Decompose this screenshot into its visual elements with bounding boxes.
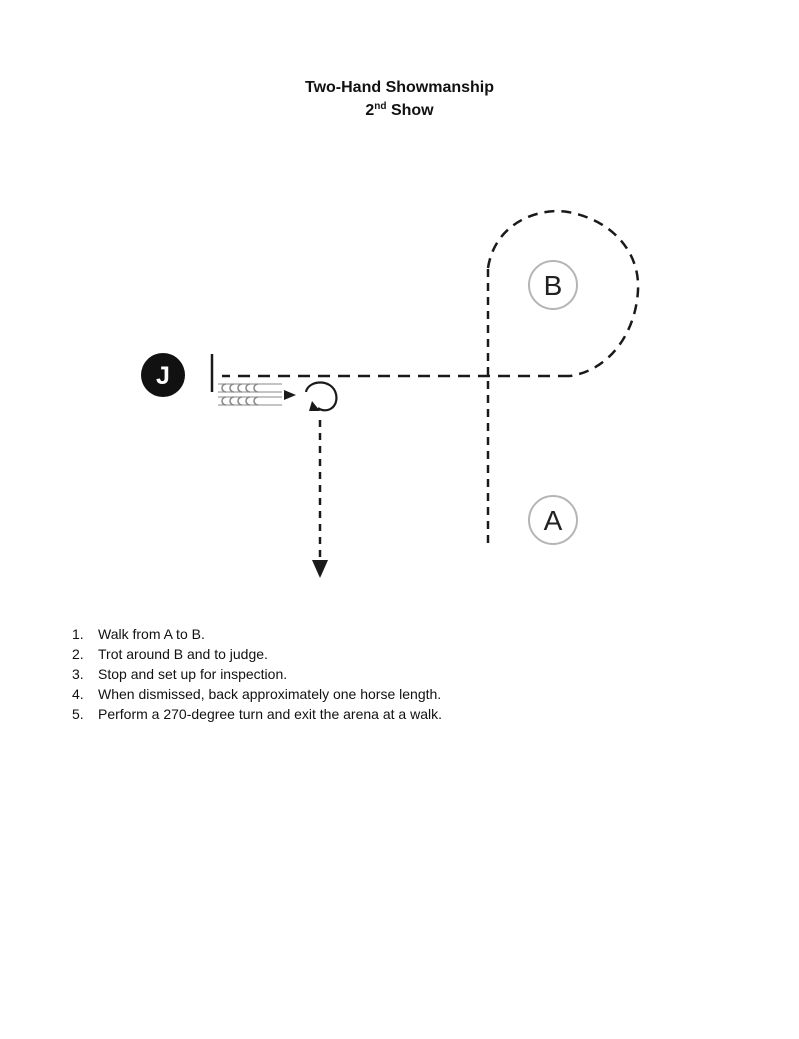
back-up-arrowhead — [284, 390, 296, 400]
instruction-number: 3. — [72, 666, 84, 682]
marker-a-label: A — [543, 505, 563, 536]
instruction-item — [72, 644, 442, 664]
instruction-number: 4. — [72, 686, 84, 702]
instruction-number: 1. — [72, 626, 84, 642]
back-up-marks — [218, 384, 282, 405]
instruction-text: Trot around B and to judge. — [98, 646, 268, 662]
show-number-suffix: nd — [374, 101, 387, 112]
turn-270-arrowhead — [309, 401, 320, 411]
instruction-text: When dismissed, back approximately one horse length. — [98, 686, 442, 702]
judge-label: J — [156, 362, 170, 390]
instruction-text: Perform a 270-degree turn and exit the arena at a walk. — [98, 706, 442, 722]
marker-a — [529, 496, 577, 544]
instruction-text: Stop and set up for inspection. — [98, 666, 288, 682]
show-number: 2 — [365, 102, 375, 119]
marker-b-label: B — [543, 270, 563, 301]
instruction-item — [72, 704, 442, 724]
instructions-list — [72, 624, 442, 724]
instruction-text: Walk from A to B. — [98, 626, 205, 642]
show-word: Show — [390, 102, 434, 119]
instruction-number: 5. — [72, 706, 84, 722]
instruction-item — [72, 684, 442, 704]
page-title: Two-Hand Showmanship — [304, 79, 495, 96]
judge-marker — [141, 353, 185, 397]
exit-arrowhead — [312, 560, 328, 578]
instruction-item — [72, 624, 442, 644]
instruction-item — [72, 664, 442, 684]
marker-b — [529, 261, 577, 309]
instruction-number: 2. — [72, 646, 84, 662]
